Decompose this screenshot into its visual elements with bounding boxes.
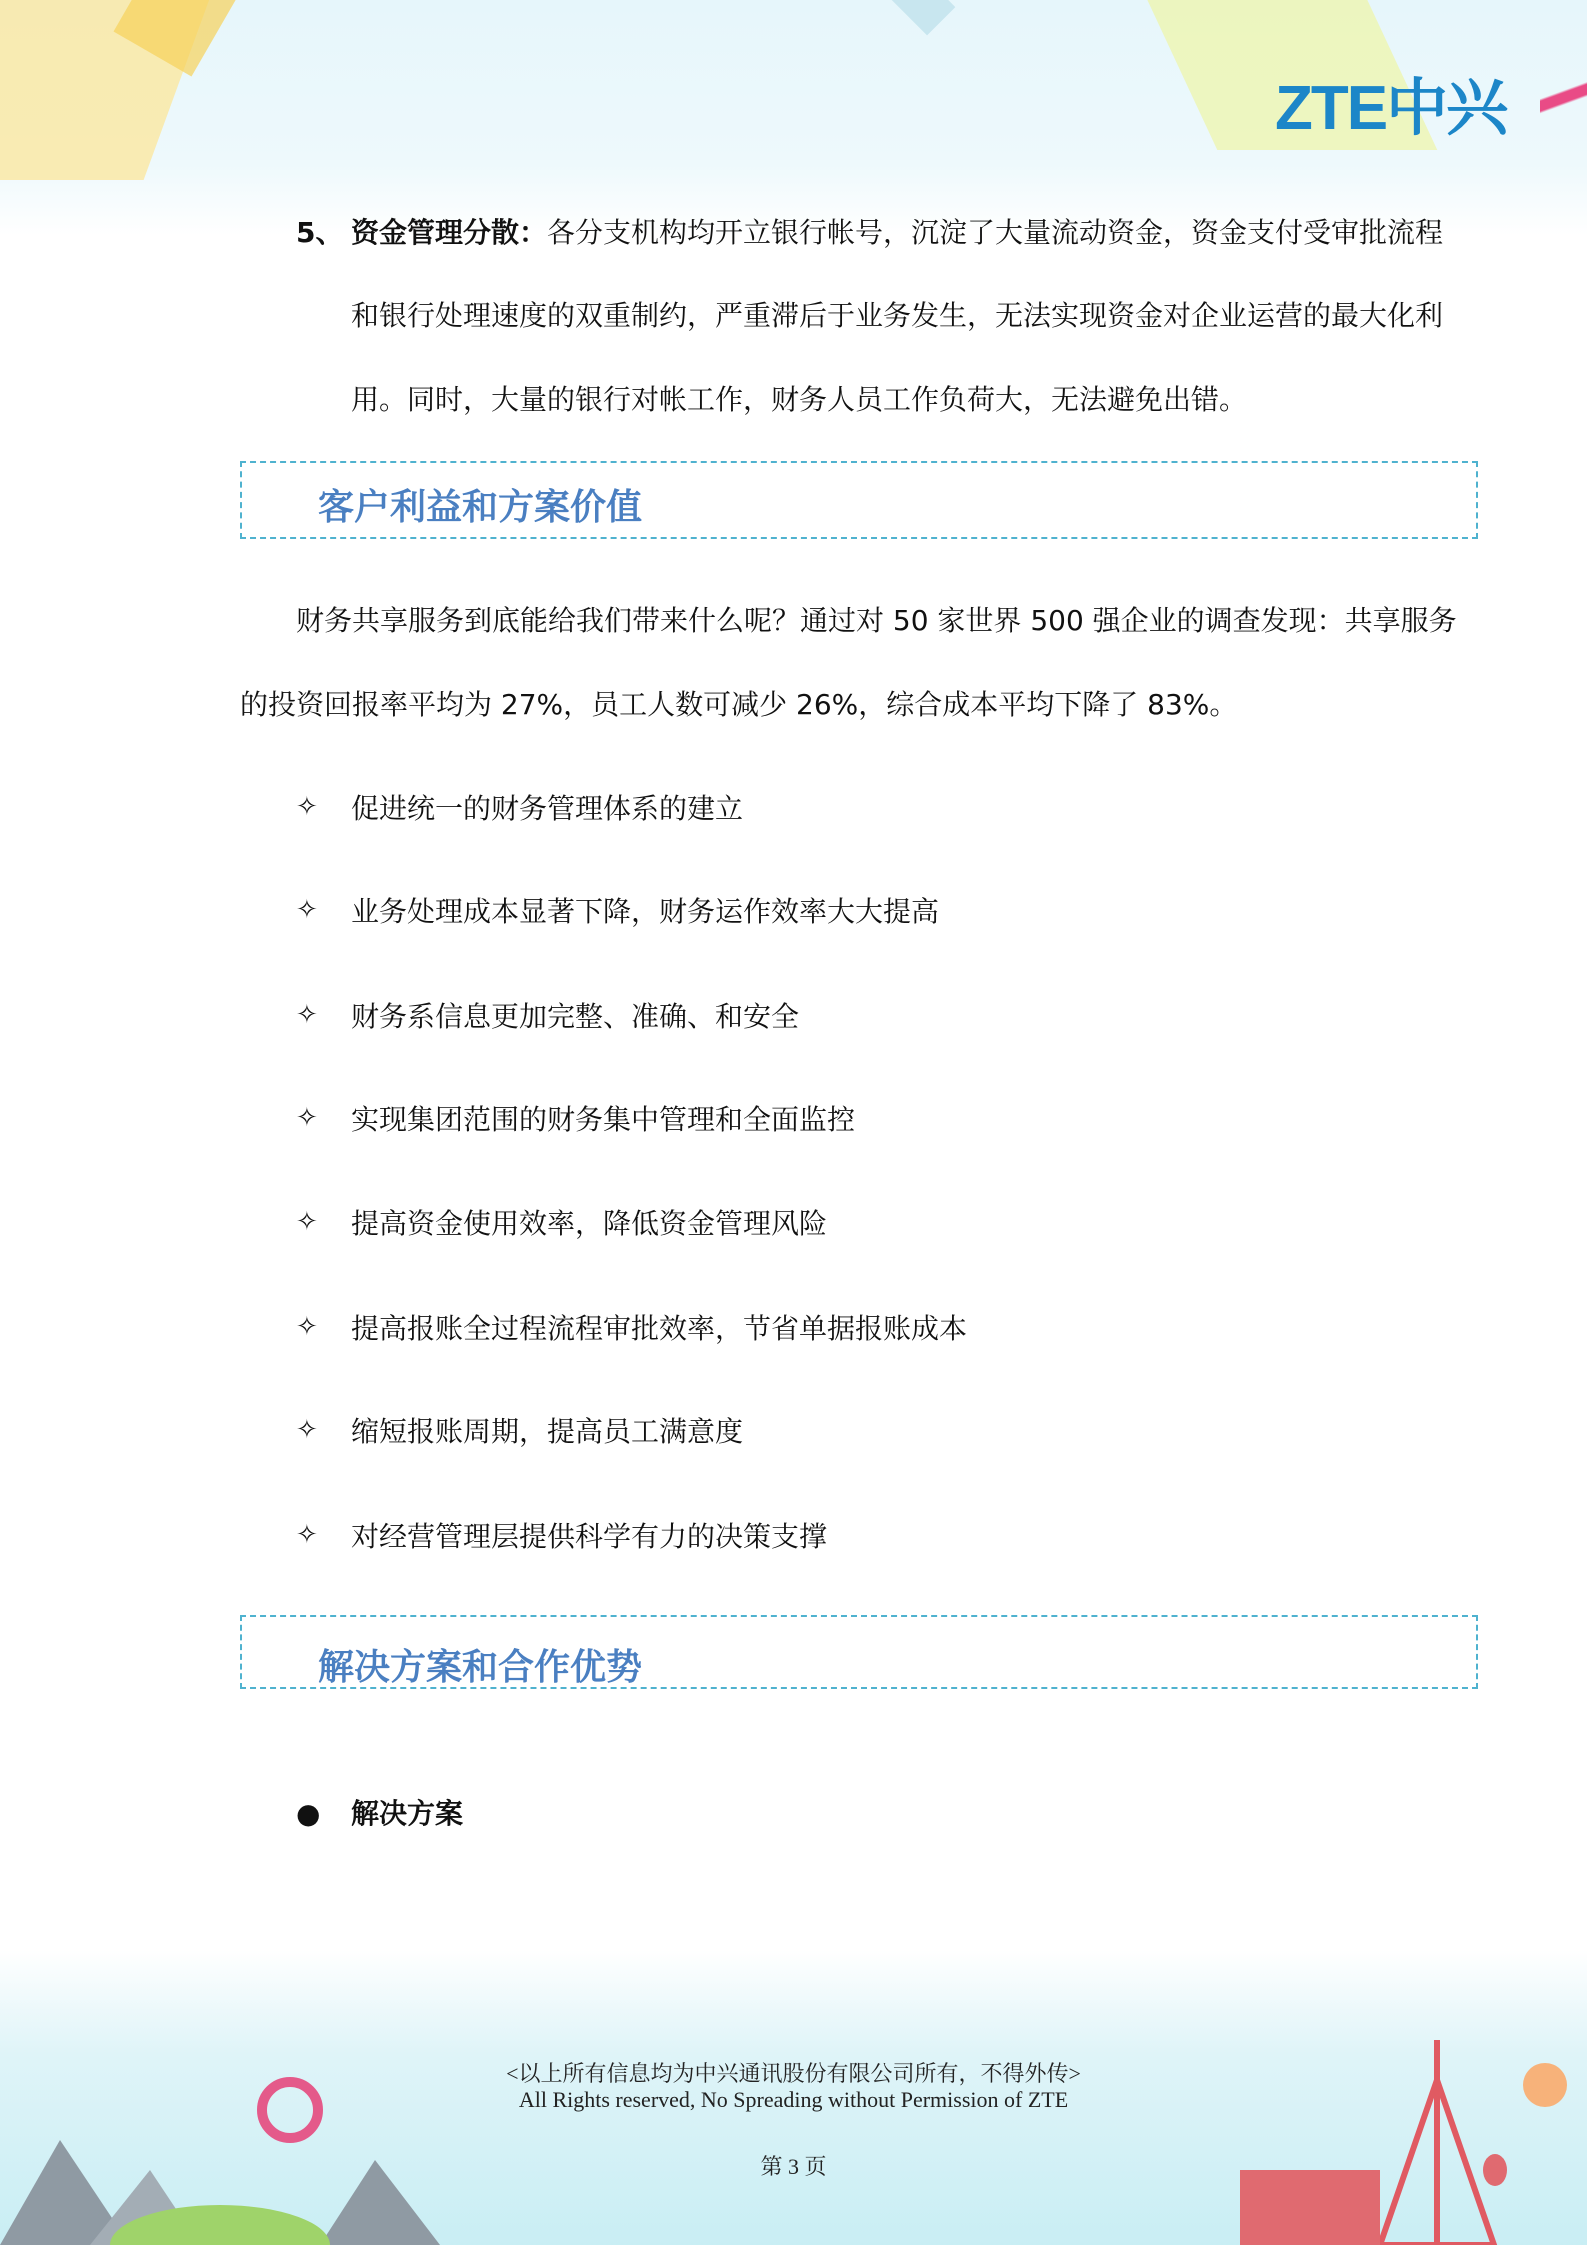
list-item: 业务处理成本显著下降，财务运作效率大大提高 [351, 895, 940, 928]
list-item: 提高资金使用效率，降低资金管理风险 [351, 1207, 828, 1240]
list-item: 促进统一的财务管理体系的建立 [351, 792, 744, 825]
section-heading-box [240, 461, 1478, 539]
item-line-2: 和银行处理速度的双重制约，严重滞后于业务发生，无法实现资金对企业运营的最大化利 [351, 299, 1444, 332]
copyright-notice-en: All Rights reserved, No Spreading without Permission of ZTE [518, 2087, 1069, 2112]
diamond-bullet-icon: ✧ [296, 1312, 318, 1342]
item-line-3: 用。同时，大量的银行对帐工作，财务人员工作负荷大，无法避免出错。 [351, 383, 1248, 416]
diamond-bullet-icon: ✧ [296, 1103, 318, 1133]
list-item: 对经营管理层提供科学有力的决策支撑 [351, 1520, 828, 1553]
footer-illustration [0, 2020, 1587, 2245]
building-shape [1240, 2170, 1380, 2245]
diamond-bullet-icon: ✧ [296, 1000, 318, 1030]
item-line-1 [351, 216, 1444, 250]
copyright-notice-cn: <以上所有信息均为中兴通讯股份有限公司所有，不得外传> [506, 2061, 1081, 2086]
list-item: 提高报账全过程流程审批效率，节省单据报账成本 [351, 1312, 968, 1345]
zte-logo: ZTE中兴 [1275, 74, 1507, 143]
item-text: 各分支机构均开立银行帐号，沉淀了大量流动资金，资金支付受审批流程 [547, 216, 1444, 249]
diamond-bullet-icon: ✧ [296, 895, 318, 925]
item-title: 资金管理分散： [351, 216, 548, 249]
diamond-bullet-icon: ✧ [296, 1207, 318, 1237]
list-item: 实现集团范围的财务集中管理和全面监控 [351, 1103, 856, 1136]
dot-bullet-icon: ● [296, 1797, 321, 1830]
subsection-title: 解决方案 [351, 1797, 464, 1830]
item-number: 5、 [296, 216, 344, 249]
section-title: 客户利益和方案价值 [318, 487, 643, 528]
list-item: 缩短报账周期，提高员工满意度 [351, 1415, 744, 1448]
list-item: 财务系信息更加完整、准确、和安全 [351, 1000, 800, 1033]
diamond-bullet-icon: ✧ [296, 1415, 318, 1445]
page-number: 第 3 页 [760, 2154, 827, 2179]
diamond-bullet-icon: ✧ [296, 792, 318, 822]
paragraph-line-1: 财务共享服务到底能给我们带来什么呢？通过对 50 家世界 500 强企业的调查发现：共享服务 [296, 604, 1457, 637]
section-heading-box [240, 1615, 1478, 1689]
paragraph-line-2: 的投资回报率平均为 27%，员工人数可减少 26%，综合成本平均下降了 83%。 [240, 688, 1238, 721]
section-title: 解决方案和合作优势 [318, 1647, 643, 1688]
diamond-bullet-icon: ✧ [296, 1520, 318, 1550]
decorative-stripe [1540, 0, 1587, 230]
